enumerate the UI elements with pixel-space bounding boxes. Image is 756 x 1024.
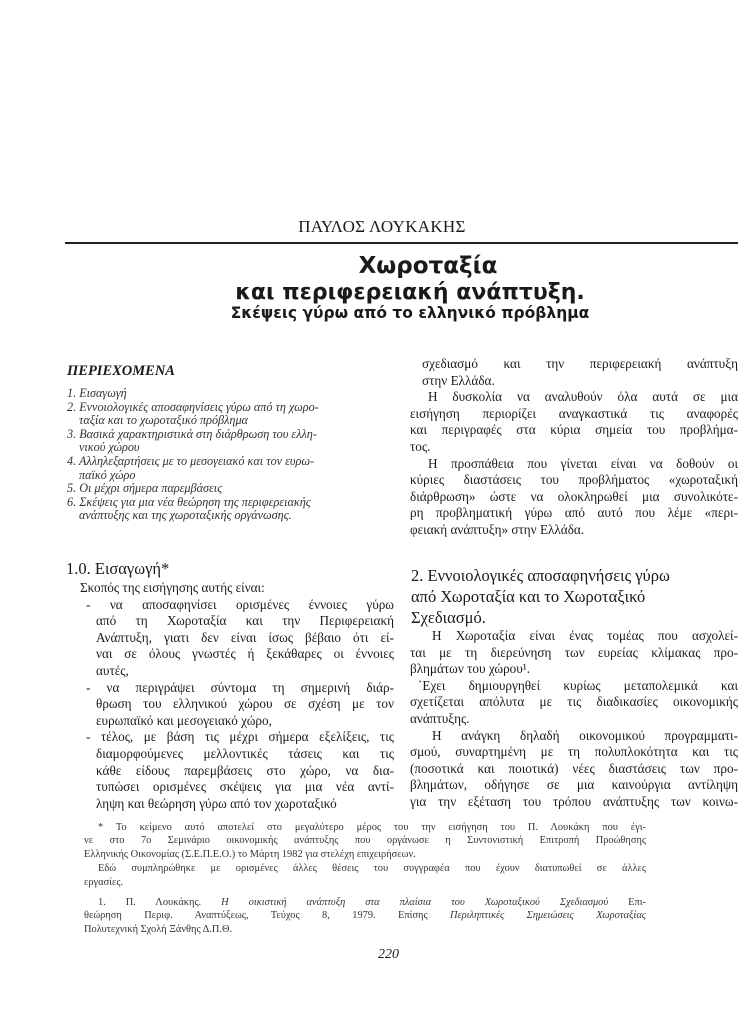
paragraph-line: κύριες διαστάσεις του προβλήματος «χωροταξική bbox=[410, 472, 738, 488]
article-title-line2: και περιφερειακή ανάπτυξη. bbox=[235, 280, 585, 305]
paragraph-line: τος. bbox=[410, 438, 431, 454]
bullet-line: - να αποσαφηνίσει ορισμένες έννοιες γύρω bbox=[86, 596, 394, 612]
paragraph-line: σμού, συναρτημένη με τη πολυπλοκότητα και τις bbox=[410, 744, 738, 760]
page-number: 220 bbox=[378, 947, 399, 962]
paragraph-line: βλημάτων, οδήγησε σε μια καινούργια αντίληψη bbox=[410, 777, 738, 793]
heading-line: από Χωροταξία και το Χωροταξικό bbox=[411, 587, 646, 606]
footnote-citation-title: Περιληπτικές Σημειώσεις Χωροταξίας bbox=[450, 910, 646, 922]
contents-item: 4. Αλληλεξαρτήσεις με το μεσογειακό και τον ευρω- bbox=[67, 453, 315, 468]
bullet-line: ευρωπαϊκό και μεσογειακό χώρο, bbox=[96, 712, 272, 728]
contents-item: 1. Εισαγωγή bbox=[67, 386, 127, 400]
paragraph-line: διάρθρωση» ώστε να ολοκληρωθεί μια συνολικότε- bbox=[410, 488, 738, 504]
section-1-continued bbox=[410, 356, 738, 539]
contents-item: ταξία και το χωροταξικό πρόβλημα bbox=[79, 413, 248, 428]
footnote-line bbox=[84, 909, 646, 922]
paragraph-line: ται με τη διερεύνηση των ευρείας κλίμακας προ- bbox=[410, 644, 738, 660]
bullet-line: κάθε είδους παρεμβάσεις στο χώρο, να δια- bbox=[96, 762, 394, 778]
article-subtitle: Σκέψεις γύρω από το ελληνικό πρόβλημα bbox=[230, 304, 590, 322]
paragraph-line: Η δυσκολία να αναλυθούν όλα αυτά σε μια bbox=[428, 389, 738, 405]
bullet-line: - να περιγράψει σύντομα τη σημερινή διάρ- bbox=[86, 679, 394, 695]
contents-heading: ΠΕΡΙΕΧΟΜΕΝΑ bbox=[67, 363, 175, 379]
paragraph-line: Η Χωροταξία είναι ένας τομέας που ασχολεί- bbox=[432, 628, 738, 643]
footnote-text: θεώρηση Περιφ. Αναπτύξεως, Τεύχος 8, 1979. Επίσης bbox=[84, 910, 451, 922]
footnotes bbox=[84, 821, 646, 936]
contents-item: 5. Οι μέχρι σήμερα παρεμβάσεις bbox=[67, 481, 223, 496]
bullet-line: Ανάπτυξη, γιατι δεν είναι ίσως βέβαιο ότι εί- bbox=[96, 629, 394, 645]
footnote-line: Πολυτεχνική Σχολή Ξάνθης Δ.Π.Θ. bbox=[84, 923, 233, 935]
heading-line: 2. Εννοιολογικές αποσαφηνήσεις γύρω bbox=[411, 566, 670, 585]
article-title-line1: Χωροταξία bbox=[358, 253, 498, 279]
bullet-line: θρωση του ελληνικού χώρου σε σχέση με τον bbox=[96, 696, 394, 712]
intro-line: Σκοπός της εισήγησης αυτής είναι: bbox=[80, 580, 265, 595]
paragraph-line: ρη προβληματική γύρω από αυτό που λέμε «περι- bbox=[410, 505, 738, 521]
header-rule bbox=[65, 242, 738, 244]
footnote-line: Εδώ συμπληρώθηκε με ορισμένες άλλες θέσεις του συγγραφέα που έχουν διατυπωθεί σε άλλες bbox=[98, 863, 646, 875]
bullet-line: τυπώσει ορισμένες σκέψεις για μια νέα αντί- bbox=[96, 779, 394, 795]
paragraph-line: σχετίζεται απόλυτα με τις διαδικασίες οικονομικής bbox=[410, 694, 738, 710]
bullet-line: - τέλος, με βάση τις μέχρι σήμερα εξελίξεις, τις bbox=[86, 729, 394, 745]
paragraph-line: Η ανάγκη δηλαδή οικονομικού προγραμματι- bbox=[432, 727, 738, 743]
footnote-text: 1. Π. Λουκάκης. bbox=[98, 897, 222, 909]
paragraph-line: ανάπτυξης. bbox=[410, 710, 470, 726]
bullet-line: από τη Χωροταξία και την Περιφερειακή bbox=[96, 613, 394, 629]
paragraph-line: ῾Εχει δημιουργηθεί κυρίως μεταπολεμικά και bbox=[418, 677, 738, 693]
footnote-line: * Το κείμενο αυτό αποτελεί στο μεγαλύτερο μέρος του την εισήγηση του Π. Λουκάκη που έγι- bbox=[98, 822, 646, 833]
footnote-line bbox=[84, 896, 646, 909]
paragraph-line: Η προσπάθεια που γίνεται είναι να δοθούν οι bbox=[428, 455, 738, 471]
contents-item: παϊκό χώρο bbox=[79, 467, 136, 482]
section-2-heading bbox=[411, 565, 741, 628]
contents-item: ανάπτυξης και της χωροταξικής οργάνωσης. bbox=[79, 508, 292, 523]
footnote-line: Ελληνικής Οικονομίας (Σ.Ε.Π.Ε.Ο.) το Μάρτη 1982 για στελέχη επιχειρήσεων. bbox=[84, 848, 416, 860]
footnote-text: Επι- bbox=[608, 897, 646, 909]
contents-item: 2. Εννοιολογικές αποσαφηνίσεις γύρω από τη χωρο- bbox=[67, 399, 319, 414]
text-line: σχεδιασμό και την περιφερειακή ανάπτυξη bbox=[422, 356, 738, 371]
paragraph-line: και περιγραφές στα κύρια σημεία του προβλήμα- bbox=[410, 422, 738, 438]
bullet-line: διαμορφούμενες μελλοντικές τάσεις και τις bbox=[96, 745, 394, 761]
contents-item: νικού χώρου bbox=[79, 440, 140, 455]
paragraph-line: (ποσοτικά και ποιοτικά) νέες διαστάσεις των προ- bbox=[410, 760, 738, 776]
contents-item: 6. Σκέψεις για μια νέα θεώρηση της περιφερειακής bbox=[67, 494, 311, 509]
bullet-line: ναι σε όλους γνωστές ή ξεκάθαρες οι έννοιες bbox=[96, 646, 394, 662]
paragraph-line: βλημάτων του χώρου¹. bbox=[410, 661, 531, 677]
footnote-line: νε στο 7ο Σεμινάριο οικονομικής ανάπτυξης που οργάνωσε η Συντονιστική Επιτροπή Προώθησης bbox=[84, 835, 646, 847]
author-name: ΠΑΥΛΟΣ ΛΟΥΚΑΚΗΣ bbox=[298, 217, 466, 236]
paragraph-line: για την εξέταση του τρόπου ανάπτυξης των κοινω- bbox=[410, 793, 738, 809]
bullet-line: αυτές, bbox=[96, 662, 129, 678]
paragraph-line: φειακή ανάπτυξη» στην Ελλάδα. bbox=[410, 521, 585, 537]
text-line: στην Ελλάδα. bbox=[422, 372, 495, 388]
paragraph-line: εισήγηση περιορίζει αναγκαστικά τις αναφορές bbox=[410, 405, 738, 421]
footnote-citation-title: Η οικιστική ανάπτυξη στα πλαίσια του Χωροταξικού Σχεδιασμού bbox=[221, 897, 609, 909]
section-1-body bbox=[66, 580, 394, 812]
footnote-1 bbox=[84, 896, 646, 936]
heading-line: Σχεδιασμό. bbox=[411, 608, 486, 627]
section-1-heading: 1.0. Εισαγωγή* bbox=[66, 559, 170, 578]
bullet-line: ληψη και θεώρηση γύρω από τον χωροταξικό bbox=[96, 795, 337, 811]
section-2-body bbox=[410, 628, 738, 811]
contents-item: 3. Βασικά χαρακτηριστικά στη διάρθρωση του ελλη- bbox=[67, 426, 317, 441]
contents-list bbox=[67, 387, 393, 523]
footnote-line: εργασίες. bbox=[84, 876, 124, 888]
